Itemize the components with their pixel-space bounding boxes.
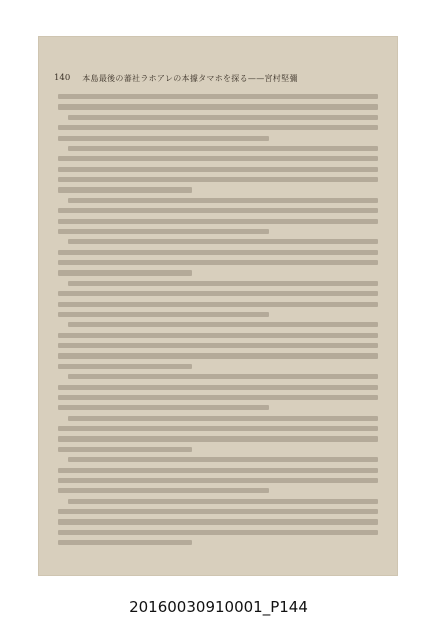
text-line bbox=[58, 229, 269, 234]
text-line bbox=[68, 198, 378, 203]
text-line bbox=[58, 125, 378, 130]
text-line bbox=[58, 530, 378, 535]
text-line bbox=[58, 270, 192, 275]
text-line bbox=[68, 146, 378, 151]
text-line bbox=[58, 94, 378, 99]
text-line bbox=[58, 405, 269, 410]
text-line bbox=[58, 343, 378, 348]
text-line bbox=[68, 374, 378, 379]
text-line bbox=[58, 447, 192, 452]
text-line bbox=[68, 239, 378, 244]
running-title: 本島最後の蕃社ラホアレの本據タマホを探る——宮村堅彌 bbox=[82, 73, 298, 83]
text-line bbox=[58, 167, 378, 172]
text-line bbox=[58, 509, 378, 514]
text-line bbox=[58, 104, 378, 109]
text-line bbox=[58, 177, 378, 182]
text-line bbox=[58, 312, 269, 317]
text-line bbox=[58, 385, 378, 390]
text-line bbox=[68, 115, 378, 120]
text-line bbox=[58, 333, 378, 338]
text-line bbox=[68, 416, 378, 421]
text-line bbox=[58, 219, 378, 224]
text-line bbox=[58, 187, 192, 192]
document-page bbox=[38, 36, 398, 576]
text-line bbox=[58, 488, 269, 493]
text-line bbox=[58, 540, 192, 545]
text-line bbox=[58, 395, 378, 400]
text-line bbox=[58, 250, 378, 255]
text-line bbox=[58, 519, 378, 524]
text-line bbox=[58, 353, 378, 358]
text-line bbox=[58, 478, 378, 483]
text-line bbox=[58, 291, 378, 296]
text-line bbox=[68, 457, 378, 462]
page-header bbox=[54, 70, 382, 86]
text-line bbox=[58, 364, 192, 369]
text-line bbox=[58, 468, 378, 473]
text-line bbox=[58, 156, 378, 161]
page-number: 140 bbox=[54, 73, 71, 83]
text-line bbox=[58, 302, 378, 307]
text-line bbox=[58, 260, 378, 265]
text-line bbox=[58, 208, 378, 213]
body-text bbox=[58, 94, 378, 558]
text-line bbox=[58, 426, 378, 431]
text-line bbox=[68, 499, 378, 504]
text-line bbox=[58, 436, 378, 441]
image-caption: 20160030910001_P144 bbox=[129, 598, 308, 616]
text-line bbox=[68, 281, 378, 286]
text-line bbox=[58, 136, 269, 141]
text-line bbox=[68, 322, 378, 327]
